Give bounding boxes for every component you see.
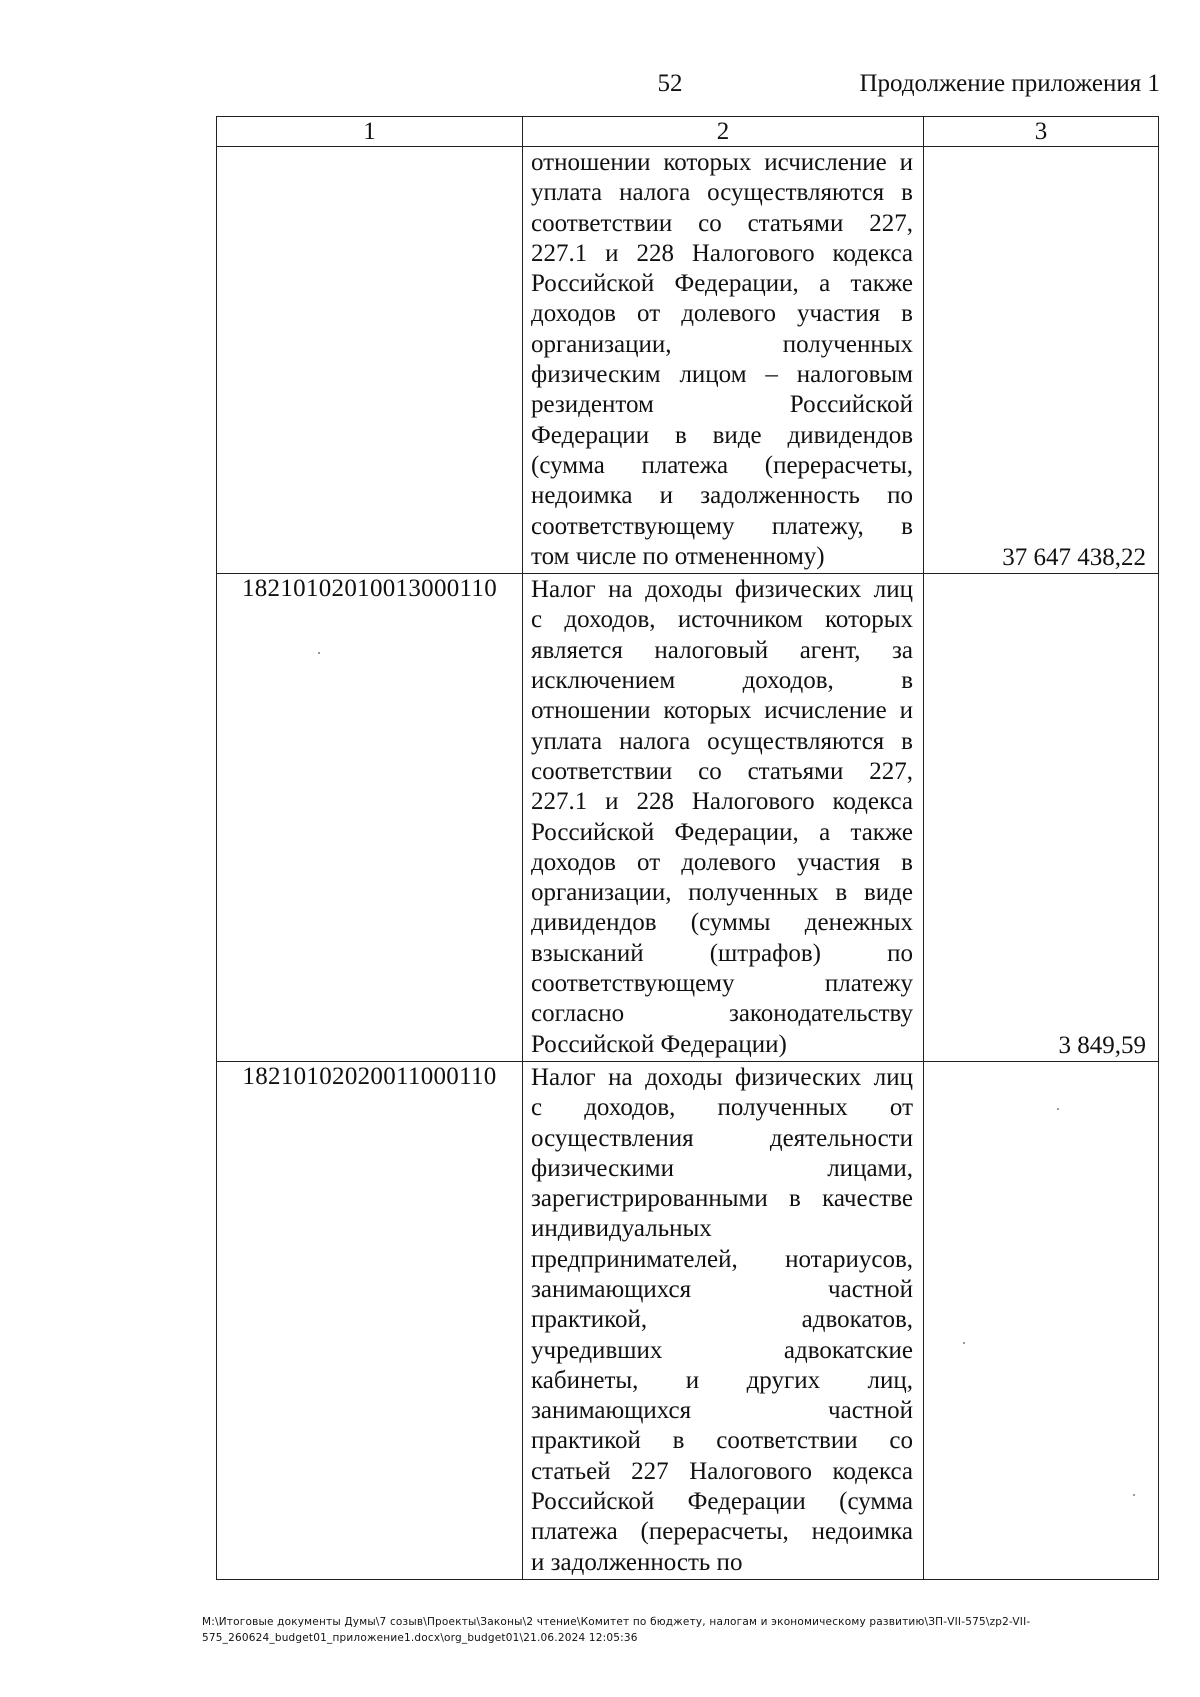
description-line: исключением доходов, в — [531, 667, 913, 695]
description-line: занимающихся частной — [531, 1275, 913, 1303]
scan-speck — [1057, 1108, 1059, 1110]
continuation-label: Продолжение приложения 1 — [859, 70, 1160, 97]
revenue-table — [216, 116, 1159, 1580]
page-number: 52 — [657, 70, 683, 97]
description-line: отношении которых исчисление и — [531, 149, 913, 176]
description-line: практикой в соответствии со — [531, 1427, 913, 1455]
description-line: дивидендов (суммы денежных — [531, 909, 913, 937]
footer-file-path: M:\Итоговые документы Думы\7 созыв\Проекты\Законы\2 чтение\Комитет по бюджету, налогам и экономическому развитию\ЗП-VII-575\zp2-VII-575_260624_budget01_приложение1.docx\org_budget01\21.06.2024 12:05:36 — [202, 1616, 1031, 1644]
description-line: Российской Федерации) — [531, 1030, 787, 1058]
scan-speck — [318, 652, 320, 654]
table-row — [217, 1061, 1159, 1579]
description-line: (сумма платежа (перерасчеты, — [531, 451, 913, 479]
table-row — [217, 574, 1159, 1062]
description-line: отношении которых исчисление и — [531, 697, 913, 725]
budget-code-cell — [217, 147, 523, 574]
description-line: согласно законодательству — [531, 1000, 913, 1028]
description-line: и задолженность по — [531, 1548, 743, 1576]
description-line: платежа (перерасчеты, недоимка — [531, 1518, 913, 1546]
description-line: взысканий (штрафов) по — [531, 939, 913, 967]
description-line: с доходов, полученных от — [531, 1094, 913, 1122]
table-row — [217, 147, 1159, 574]
description-line: кабинеты, и других лиц, — [531, 1366, 913, 1394]
description-line: занимающихся частной — [531, 1397, 913, 1425]
description-line: является налоговый агент, за — [531, 636, 913, 664]
description-line: предпринимателей, нотариусов, — [531, 1245, 913, 1273]
description-line: 227.1 и 228 Налогового кодекса — [531, 239, 913, 267]
description-line: резидентом Российской — [531, 391, 913, 419]
table-header-row — [217, 117, 1159, 147]
amount-cell: 37 647 438,22 — [924, 147, 1159, 574]
description-line: уплата налога осуществляются в — [531, 179, 913, 207]
column-header-2: 2 — [523, 117, 924, 147]
description-line: Налог на доходы физических лиц — [531, 1063, 913, 1091]
description-cell — [523, 1061, 924, 1579]
description-line: зарегистрированными в качестве — [531, 1185, 913, 1213]
column-header-1: 1 — [217, 117, 523, 147]
description-line: Российской Федерации, а также — [531, 270, 913, 298]
description-line: физическими лицами, — [531, 1154, 913, 1182]
description-line: организации, полученных — [531, 330, 913, 358]
description-line: Налог на доходы физических лиц — [531, 576, 913, 604]
description-line: 227.1 и 228 Налогового кодекса — [531, 788, 913, 816]
description-line: Российской Федерации, а также — [531, 818, 913, 846]
description-line: соответствии со статьями 227, — [531, 209, 913, 237]
description-line: доходов от долевого участия в — [531, 848, 913, 876]
description-line: недоимка и задолженность по — [531, 482, 913, 510]
description-line: организации, полученных в виде — [531, 879, 913, 907]
description-line: физическим лицом – налоговым — [531, 361, 913, 389]
description-line: Федерации в виде дивидендов — [531, 421, 913, 449]
description-line: уплата налога осуществляются в — [531, 727, 913, 755]
description-cell — [523, 147, 924, 574]
description-line: соответствующему платежу — [531, 970, 913, 998]
scan-speck — [1133, 1494, 1135, 1496]
description-line: том числе по отмененному) — [531, 542, 825, 570]
description-line: индивидуальных — [531, 1215, 712, 1243]
description-line: осуществления деятельности — [531, 1124, 913, 1152]
budget-code-cell: 18210102010013000110 — [217, 574, 523, 1062]
description-line: соответствующему платежу, в — [531, 512, 913, 540]
amount-cell: 3 849,59 — [924, 574, 1159, 1062]
description-line: соответствии со статьями 227, — [531, 757, 913, 785]
description-line: практикой, адвокатов, — [531, 1306, 913, 1334]
scan-speck — [963, 1342, 965, 1344]
description-line: Российской Федерации (сумма — [531, 1488, 913, 1516]
description-cell — [523, 574, 924, 1062]
amount-cell — [924, 1061, 1159, 1579]
budget-code-cell: 18210102020011000110 — [217, 1061, 523, 1579]
description-line: учредивших адвокатские — [531, 1336, 913, 1364]
description-line: статьей 227 Налогового кодекса — [531, 1457, 913, 1485]
column-header-3: 3 — [924, 117, 1159, 147]
description-line: доходов от долевого участия в — [531, 300, 913, 328]
description-line: с доходов, источником которых — [531, 606, 913, 634]
